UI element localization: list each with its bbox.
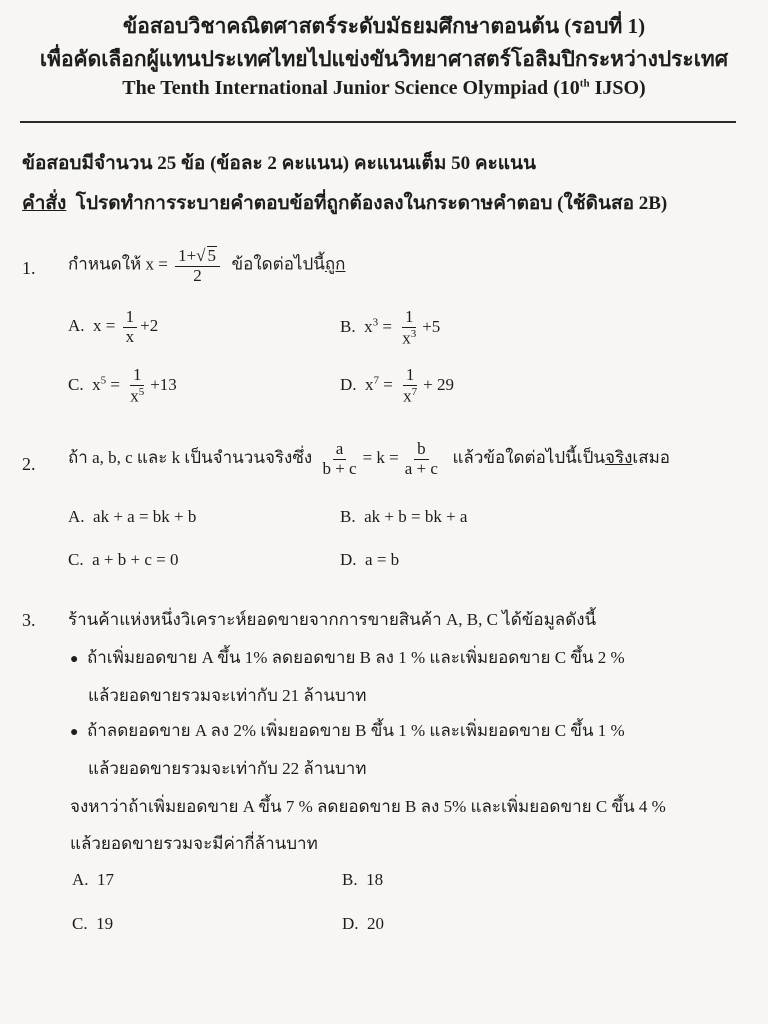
option-equals: = [379,374,393,394]
option-equals: = [106,374,120,394]
q1-option-b[interactable] [340,308,440,348]
q1-frac-num: 1+ [178,246,197,265]
option-label: B. [340,507,356,526]
frac-num: 1 [123,308,138,328]
question-3-number: 3. [22,610,36,630]
option-fraction [400,366,420,406]
frac-den-exp: 7 [411,385,418,398]
bullet-2-line-1: ถ้าลดยอดขาย A ลง 2% เพิ่มยอดขาย B ขึ้น 1 % และเพิ่มยอดขาย C ขึ้น 1 % [86,721,625,740]
frac-den: b + c [322,458,357,478]
q1-option-a[interactable] [68,308,158,346]
question-2-number: 2. [22,454,36,474]
frac-den [399,328,419,348]
frac-num: 1 [402,308,417,328]
q2-option-c[interactable] [68,550,178,570]
frac-den-exp: 5 [138,385,145,398]
frac-num: a [333,440,347,460]
option-rhs: +13 [150,374,177,394]
option-label: B. [342,870,358,889]
option-label: A. [68,507,85,526]
q3-ask-line-2: แล้วยอดขายรวมจะมีค่ากี่ล้านบาท [70,834,318,853]
frac-den-base: x [403,386,412,406]
option-text: 17 [97,870,115,889]
q1-suffix-underlined: ถูก [324,254,346,274]
frac-den [400,386,420,406]
frac-den: a + c [404,458,438,478]
header-title-text: The Tenth International Junior Science Olympiad (10 [122,77,580,99]
option-lhs: x [364,316,373,336]
option-text: 20 [367,914,385,933]
q1-option-d[interactable] [340,366,454,406]
question-1-number: 1. [22,258,36,278]
option-fraction [127,366,147,406]
q2-equals-k: = k = [362,448,399,468]
option-label: A. [68,316,85,336]
frac-den-base: x [130,386,139,406]
q1-option-c[interactable] [68,366,177,406]
q3-bullet-2 [70,717,625,744]
q3-option-a[interactable] [72,870,114,890]
option-text: a = b [365,550,400,569]
q2-option-d[interactable] [340,550,399,570]
header-divider [20,121,736,123]
frac-den-exp: 3 [410,327,417,340]
option-text: a + b + c = 0 [92,550,179,569]
question-2-stem [68,440,670,478]
q1-suffix: ข้อใดต่อไปนี้ [231,254,325,274]
option-text: 18 [366,870,384,889]
q3-ask-line-1: จงหาว่าถ้าเพิ่มยอดขาย A ขึ้น 7 % ลดยอดขาย B ลง 5% และเพิ่มยอดขาย C ขึ้น 4 % [70,797,666,816]
bullet-icon: ● [70,652,79,667]
option-rhs: +5 [422,316,441,336]
option-label: D. [342,914,359,933]
option-exponent: 7 [373,374,380,387]
instruction-label: คำสั่ง [22,193,67,214]
option-label: C. [68,374,84,394]
instruction-line [22,188,667,218]
instruction-text: โปรดทำการระบายคำตอบข้อที่ถูกต้องลงในกระดาษคำตอบ (ใช้ดินสอ 2B) [75,193,668,214]
option-exponent: 5 [100,374,107,387]
frac-num: 1 [130,366,145,386]
q2-prefix: ถ้า a, b, c และ k เป็นจำนวนจริงซึ่ง [68,448,313,468]
bullet-icon: ● [70,725,79,740]
q1-golden-ratio-fraction [175,246,220,285]
q2-option-b[interactable] [340,507,467,527]
q2-fraction-2 [402,440,441,478]
q1-frac-den: 2 [193,265,202,285]
sqrt-icon: √ [196,246,206,265]
q2-suffix: แล้วข้อใดต่อไปนี้เป็น [452,448,605,468]
frac-den [127,386,147,406]
header-line-thai-2: เพื่อคัดเลือกผู้แทนประเทศไทยไปแข่งขันวิทยาศาสตร์โอลิมปิกระหว่างประเทศ [39,47,729,71]
question-3-stem: ร้านค้าแห่งหนึ่งวิเคราะห์ยอดขายจากการขายสินค้า A, B, C ได้ข้อมูลดังนี้ [68,610,597,629]
option-fraction [123,308,138,346]
q3-bullet-2-line-2: แล้วยอดขายรวมจะเท่ากับ 22 ล้านบาท [88,759,367,778]
q2-fraction-1 [319,440,359,478]
header-title-end: IJSO) [589,77,646,99]
header-line-english [0,77,768,100]
q2-option-a[interactable] [68,507,196,527]
option-rhs: +2 [140,316,159,336]
bullet-1-line-1: ถ้าเพิ่มยอดขาย A ขึ้น 1% ลดยอดขาย B ลง 1 % และเพิ่มยอดขาย C ขึ้น 2 % [86,648,625,667]
option-label: D. [340,550,357,569]
question-1-stem [68,246,345,285]
q2-suffix-underlined: จริง [604,448,633,468]
exam-count-line: ข้อสอบมีจำนวน 25 ข้อ (ข้อละ 2 คะแนน) คะแนนเต็ม 50 คะแนน [22,153,537,174]
q2-suffix-end: เสมอ [632,448,670,468]
q1-prefix: กำหนดให้ x = [68,254,168,274]
header-line-thai-1: ข้อสอบวิชาคณิตศาสตร์ระดับมัธยมศึกษาตอนต้น (รอบที่ 1) [122,14,646,38]
frac-den-base: x [402,328,411,348]
q3-option-c[interactable] [72,914,113,934]
option-equals: = [378,316,392,336]
frac-num: b [414,440,429,460]
option-label: B. [340,316,356,336]
q3-option-b[interactable] [342,870,383,890]
frac-den: x [125,326,135,346]
header-ordinal-sup: th [579,77,590,90]
q3-bullet-1 [70,644,625,671]
option-rhs: + 29 [423,374,454,394]
q1-frac-radicand: 5 [207,246,216,265]
option-label: D. [340,374,357,394]
option-fraction [399,308,419,348]
option-lhs: x = [93,316,116,336]
option-label: A. [72,870,89,889]
option-text: 19 [96,914,114,933]
q3-option-d[interactable] [342,914,384,934]
option-exponent: 3 [372,316,379,329]
option-label: C. [68,550,84,569]
option-lhs: x [92,374,101,394]
option-label: C. [72,914,88,933]
option-text: ak + b = bk + a [364,507,468,526]
option-text: ak + a = bk + b [93,507,197,526]
option-lhs: x [365,374,374,394]
q3-bullet-1-line-2: แล้วยอดขายรวมจะเท่ากับ 21 ล้านบาท [88,686,367,705]
frac-num: 1 [403,366,418,386]
